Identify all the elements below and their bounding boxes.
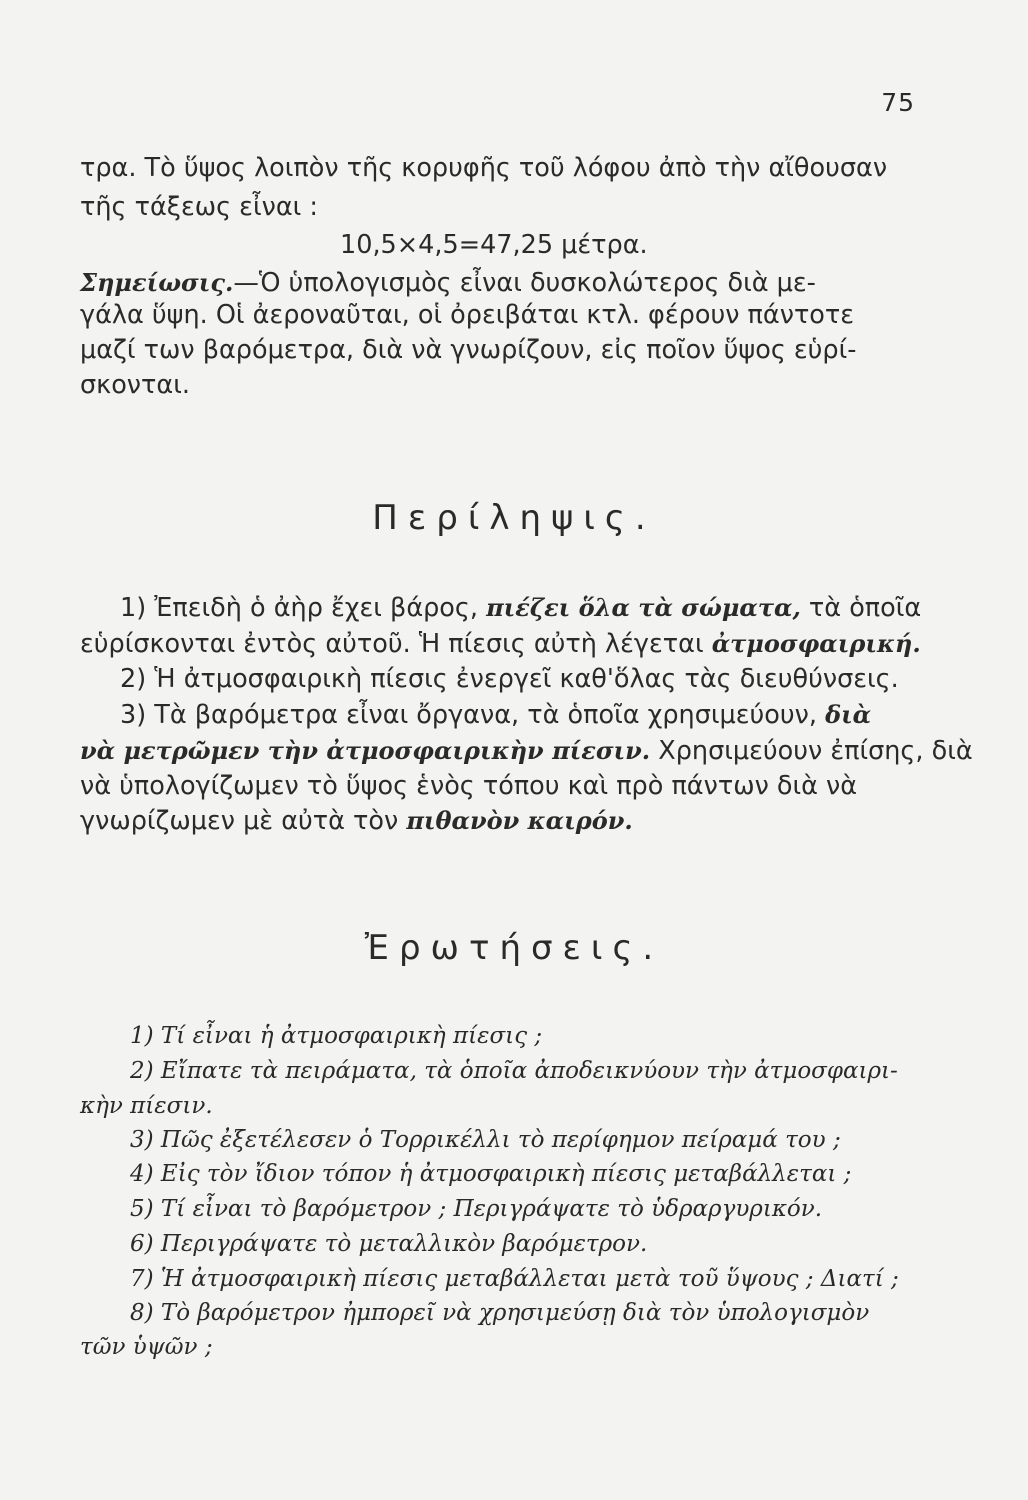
emphasis-text: νὰ μετρῶμεν τὴν ἀτμοσφαιρικὴν πίεσιν. — [80, 736, 651, 765]
page-number: 75 — [881, 88, 915, 117]
note-line: μαζί των βαρόμετρα, διὰ νὰ γνωρίζουν, εἰς ποῖον ὕψος εὑρί- — [80, 335, 857, 365]
summary-heading: Περίληψις. — [372, 498, 656, 538]
note-line: σκονται. — [80, 370, 190, 400]
summary-item: 3) Τὰ βαρόμετρα εἶναι ὄργανα, τὰ ὁποῖα χρησιμεύουν, διὰ — [120, 700, 872, 730]
intro-line: τρα. Τὸ ὕψος λοιπὸν τῆς κορυφῆς τοῦ λόφου ἀπὸ τὴν αἴθουσαν — [80, 153, 888, 183]
summary-line: γνωρίζωμεν μὲ αὐτὰ τὸν πιθανὸν καιρόν. — [80, 806, 633, 836]
question-item: 8) Τὸ βαρόμετρον ἠμπορεῖ νὰ χρησιμεύσῃ διὰ τὸν ὑπολογισμὸν — [130, 1300, 870, 1326]
question-item: 4) Εἰς τὸν ἴδιον τόπον ἡ ἀτμοσφαιρικὴ πίεσις μεταβάλλεται ; — [130, 1161, 852, 1187]
summary-item: 1) Ἐπειδὴ ὁ ἀὴρ ἔχει βάρος, πιέζει ὅλα τὰ σώματα, τὰ ὁποῖα — [120, 593, 922, 623]
emphasis-text: πιέζει ὅλα τὰ σώματα, — [486, 593, 801, 622]
question-item: 6) Περιγράψατε τὸ μεταλλικὸν βαρόμετρον. — [130, 1231, 648, 1257]
question-item: 1) Τί εἶναι ἡ ἀτμοσφαιρικὴ πίεσις ; — [130, 1023, 543, 1049]
summary-item: 2) Ἡ ἀτμοσφαιρικὴ πίεσις ἐνεργεῖ καθ'ὅλας τὰς διευθύνσεις. — [120, 664, 899, 694]
question-item: 3) Πῶς ἐξετέλεσεν ὁ Τορρικέλλι τὸ περίφημον πείραμά του ; — [130, 1127, 841, 1153]
question-line: κὴν πίεσιν. — [80, 1093, 213, 1119]
question-item: 7) Ἡ ἀτμοσφαιρικὴ πίεσις μεταβάλλεται μετὰ τοῦ ὕψους ; Διατί ; — [130, 1266, 899, 1292]
questions-heading: Ἐρωτήσεις. — [364, 928, 664, 968]
note-line: γάλα ὕψη. Οἱ ἀεροναῦται, οἱ ὀρειβάται κτλ. φέρουν πάντοτε — [80, 300, 855, 330]
note-paragraph — [80, 265, 950, 301]
note-text: —Ὁ ὑπολογισμὸς εἶναι δυσκολώτερος διὰ με- — [233, 268, 816, 298]
formula: 10,5×4,5=47,25 μέτρα. — [340, 230, 648, 260]
question-item: 5) Τί εἶναι τὸ βαρόμετρον ; Περιγράψατε τὸ ὑδραργυρικόν. — [130, 1196, 823, 1222]
emphasis-text: πιθανὸν καιρόν. — [406, 806, 633, 835]
summary-line: νὰ ὑπολογίζωμεν τὸ ὕψος ἑνὸς τόπου καὶ πρὸ πάντων διὰ νὰ — [80, 771, 858, 801]
emphasis-text: διὰ — [825, 700, 872, 729]
question-line: τῶν ὑψῶν ; — [80, 1334, 213, 1360]
question-item: 2) Εἴπατε τὰ πειράματα, τὰ ὁποῖα ἀποδεικνύουν τὴν ἀτμοσφαιρι- — [130, 1058, 898, 1084]
intro-line: τῆς τάξεως εἶναι : — [80, 192, 318, 222]
note-label: Σημείωσις. — [80, 268, 234, 297]
emphasis-text: ἀτμοσφαιρική. — [711, 629, 921, 658]
summary-line: εὑρίσκονται ἐντὸς αὐτοῦ. Ἡ πίεσις αὐτὴ λέγεται ἀτμοσφαιρική. — [80, 629, 921, 659]
summary-line: νὰ μετρῶμεν τὴν ἀτμοσφαιρικὴν πίεσιν. Χρησιμεύουν ἐπίσης, διὰ — [80, 736, 973, 766]
